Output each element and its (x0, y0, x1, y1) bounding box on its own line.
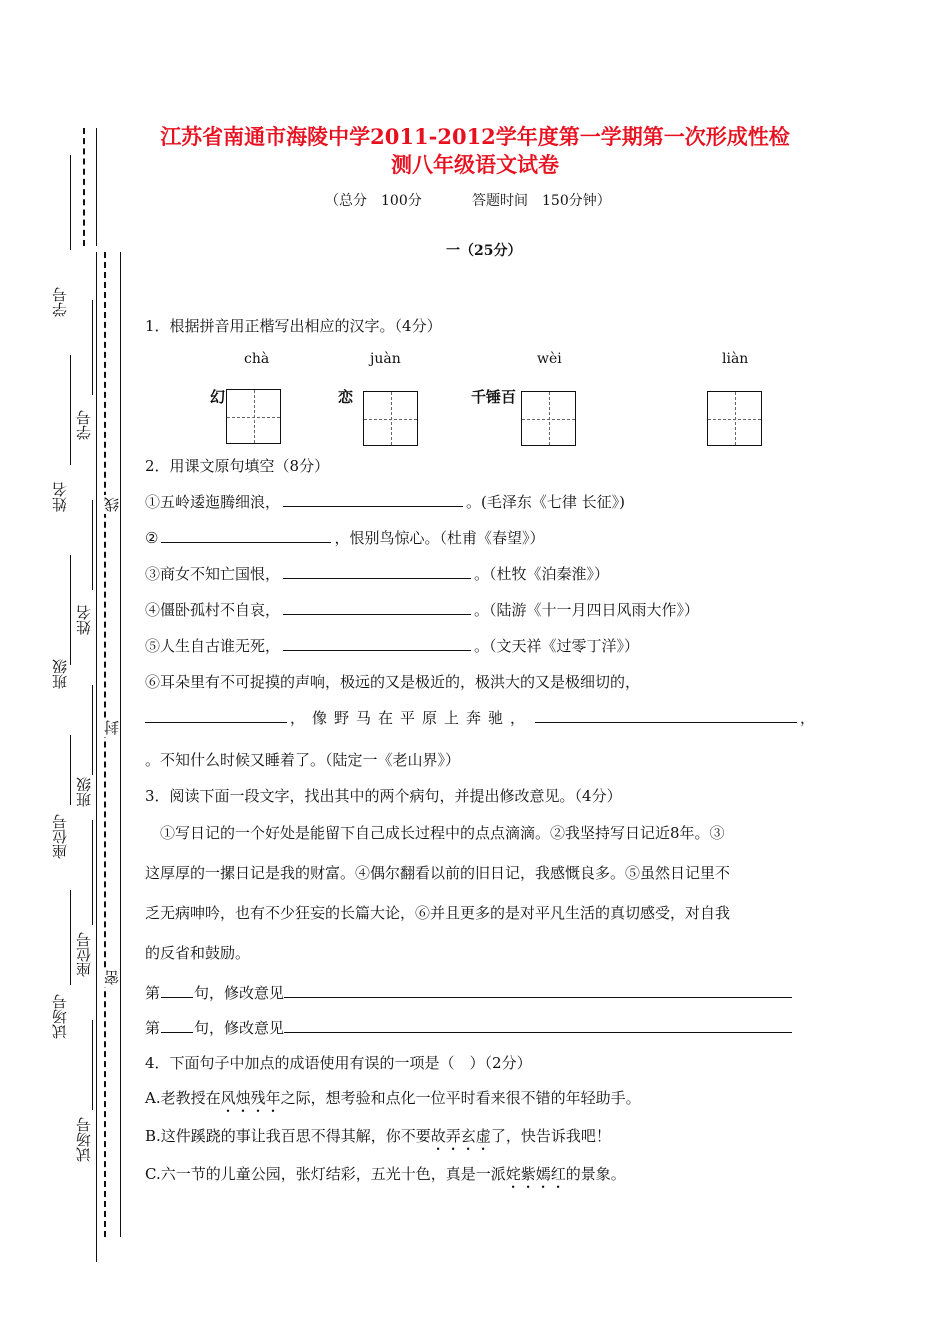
dotted-idiom: 姹紫嫣红 (505, 1165, 566, 1183)
passage-line: 乏无病呻吟，也有不少狂妄的长篇大论，⑥并且更多的是对平凡生活的真切感受，对自我 (145, 904, 731, 922)
fill-line-6-tail: 。不知什么时候又睡着了。（陆定一《老山界》） (145, 751, 461, 769)
pinyin-label: liàn (722, 351, 749, 367)
binding-label-student-id: 学号 (51, 287, 69, 317)
answer-label: 句，修改意见 (194, 984, 285, 1002)
answer-line-2 (145, 1017, 792, 1038)
writing-grid-box[interactable] (226, 389, 281, 444)
fill-line-6-cont (145, 707, 815, 728)
binding-line (120, 252, 121, 1237)
revision-blank[interactable] (284, 982, 792, 998)
binding-label-seat: 座位号 (75, 932, 93, 977)
option-text: C.六一节的儿童公园，张灯结彩，五光十色，真是一派 (145, 1165, 506, 1183)
fill-suffix: 。（杜牧《泊秦淮》） (474, 565, 610, 583)
fill-line-2 (145, 527, 544, 548)
seal-mark-secret: 密 (103, 970, 121, 985)
fill-prefix: ③商女不知亡国恨， (145, 565, 281, 583)
field-line (70, 355, 71, 465)
fill-middle: ，像野马在平原上奔驰， (290, 709, 533, 727)
answer-blank[interactable] (283, 563, 471, 579)
seal-mark-seal: 封 (103, 720, 121, 735)
binding-dashed-line (104, 252, 106, 1237)
fill-suffix: ， (800, 709, 816, 727)
answer-blank[interactable] (161, 527, 331, 543)
seal-mark-line: 线 (103, 497, 121, 512)
passage-line: ①写日记的一个好处是能留下自己成长过程中的点点滴滴。②我坚持写日记近8年。③ (160, 824, 725, 842)
fill-prefix: ② (145, 529, 159, 547)
fill-suffix: 。（文天祥《过零丁洋》） (474, 637, 640, 655)
passage-line: 这厚厚的一摞日记是我的财富。④偶尔翻看以前的旧日记，我感慨良多。⑤虽然日记里不 (145, 864, 731, 882)
answer-blank[interactable] (145, 707, 287, 723)
word-prefix: 幻 (210, 388, 226, 406)
field-line (70, 555, 71, 665)
word-prefix: 恋 (338, 388, 354, 406)
answer-blank[interactable] (535, 707, 797, 723)
fill-line-3 (145, 563, 609, 584)
answer-blank[interactable] (283, 599, 471, 615)
writing-grid-box[interactable] (707, 391, 762, 446)
sentence-number-blank[interactable] (161, 982, 193, 998)
binding-label-class: 班级 (51, 659, 69, 689)
fill-prefix: ①五岭逶迤腾细浪， (145, 493, 281, 511)
option-text: 的景象。 (565, 1165, 626, 1183)
answer-prefix: 第 (145, 1019, 161, 1037)
binding-label-student-id: 学号 (75, 410, 93, 440)
question-1-prompt: 1．根据拼音用正楷写出相应的汉字。（4分） (145, 317, 442, 335)
fill-line-5 (145, 635, 639, 656)
question-3-prompt: 3．阅读下面一段文字，找出其中的两个病句，并提出修改意见。（4分） (145, 787, 622, 805)
option-text: A.老教授在 (145, 1089, 221, 1107)
option-a[interactable] (145, 1087, 641, 1116)
paper-title-line1: 江苏省南通市海陵中学2011-2012学年度第一学期第一次形成性检 (160, 124, 790, 149)
pinyin-label: wèi (537, 351, 562, 367)
binding-label-exam-room: 试场号 (75, 1117, 93, 1162)
field-line (92, 685, 93, 775)
field-line (92, 500, 93, 590)
option-text: 了，快告诉我吧！ (490, 1127, 611, 1145)
binding-label-name: 姓名 (75, 605, 93, 635)
field-line (92, 1020, 93, 1110)
fill-prefix: ④僵卧孤村不自哀， (145, 601, 281, 619)
paper-title-line2: 测八年级语文试卷 (391, 152, 559, 177)
dotted-idiom: 故弄玄虚 (430, 1127, 491, 1145)
answer-blank[interactable] (283, 635, 471, 651)
option-text: B.这件蹊跷的事让我百思不得其解，你不要 (145, 1127, 431, 1145)
field-line (70, 735, 71, 805)
fill-line-1 (145, 491, 625, 512)
field-line (92, 820, 93, 925)
option-b[interactable] (145, 1125, 611, 1154)
answer-label: 句，修改意见 (194, 1019, 285, 1037)
fill-suffix: 。(毛泽东《七律 长征》) (466, 493, 625, 511)
writing-grid-box[interactable] (521, 391, 576, 446)
question-2-prompt: 2．用课文原句填空（8分） (145, 457, 330, 475)
section-heading: 一（25分） (446, 243, 522, 259)
word-prefix: 千锤百 (471, 388, 517, 406)
option-text: 之际，想考验和点化一位平时看来很不错的年轻助手。 (280, 1089, 641, 1107)
question-4-prompt: 4．下面句子中加点的成语使用有误的一项是（ ）（2分） (145, 1054, 532, 1072)
fill-suffix: ，恨别鸟惊心。（杜甫《春望》） (334, 529, 545, 547)
fill-prefix: ⑤人生自古谁无死， (145, 637, 281, 655)
binding-line (96, 252, 97, 1262)
field-line (92, 300, 93, 395)
binding-label-seat: 座位号 (51, 814, 69, 859)
fill-suffix: 。（陆游《十一月四日风雨大作》） (474, 601, 700, 619)
binding-label-exam-room: 试场号 (51, 994, 69, 1039)
field-line (70, 890, 71, 985)
revision-blank[interactable] (284, 1017, 792, 1033)
fill-line-4 (145, 599, 699, 620)
option-c[interactable] (145, 1163, 626, 1192)
writing-grid-box[interactable] (363, 391, 418, 446)
dotted-idiom: 风烛残年 (220, 1089, 281, 1107)
answer-line-1 (145, 982, 792, 1003)
binding-label-name: 姓名 (51, 482, 69, 512)
passage-line: 的反省和鼓励。 (145, 944, 251, 962)
answer-blank[interactable] (283, 491, 463, 507)
pinyin-label: chà (244, 351, 270, 367)
answer-prefix: 第 (145, 984, 161, 1002)
answer-time: 答题时间 150分钟） (472, 193, 611, 209)
total-score: （总分 100分 (325, 193, 422, 209)
fill-line-6: ⑥耳朵里有不可捉摸的声响，极远的又是极近的，极洪大的又是极细切的， (145, 673, 641, 691)
sentence-number-blank[interactable] (161, 1017, 193, 1033)
binding-label-class: 班级 (75, 777, 93, 807)
pinyin-label: juàn (370, 351, 401, 367)
